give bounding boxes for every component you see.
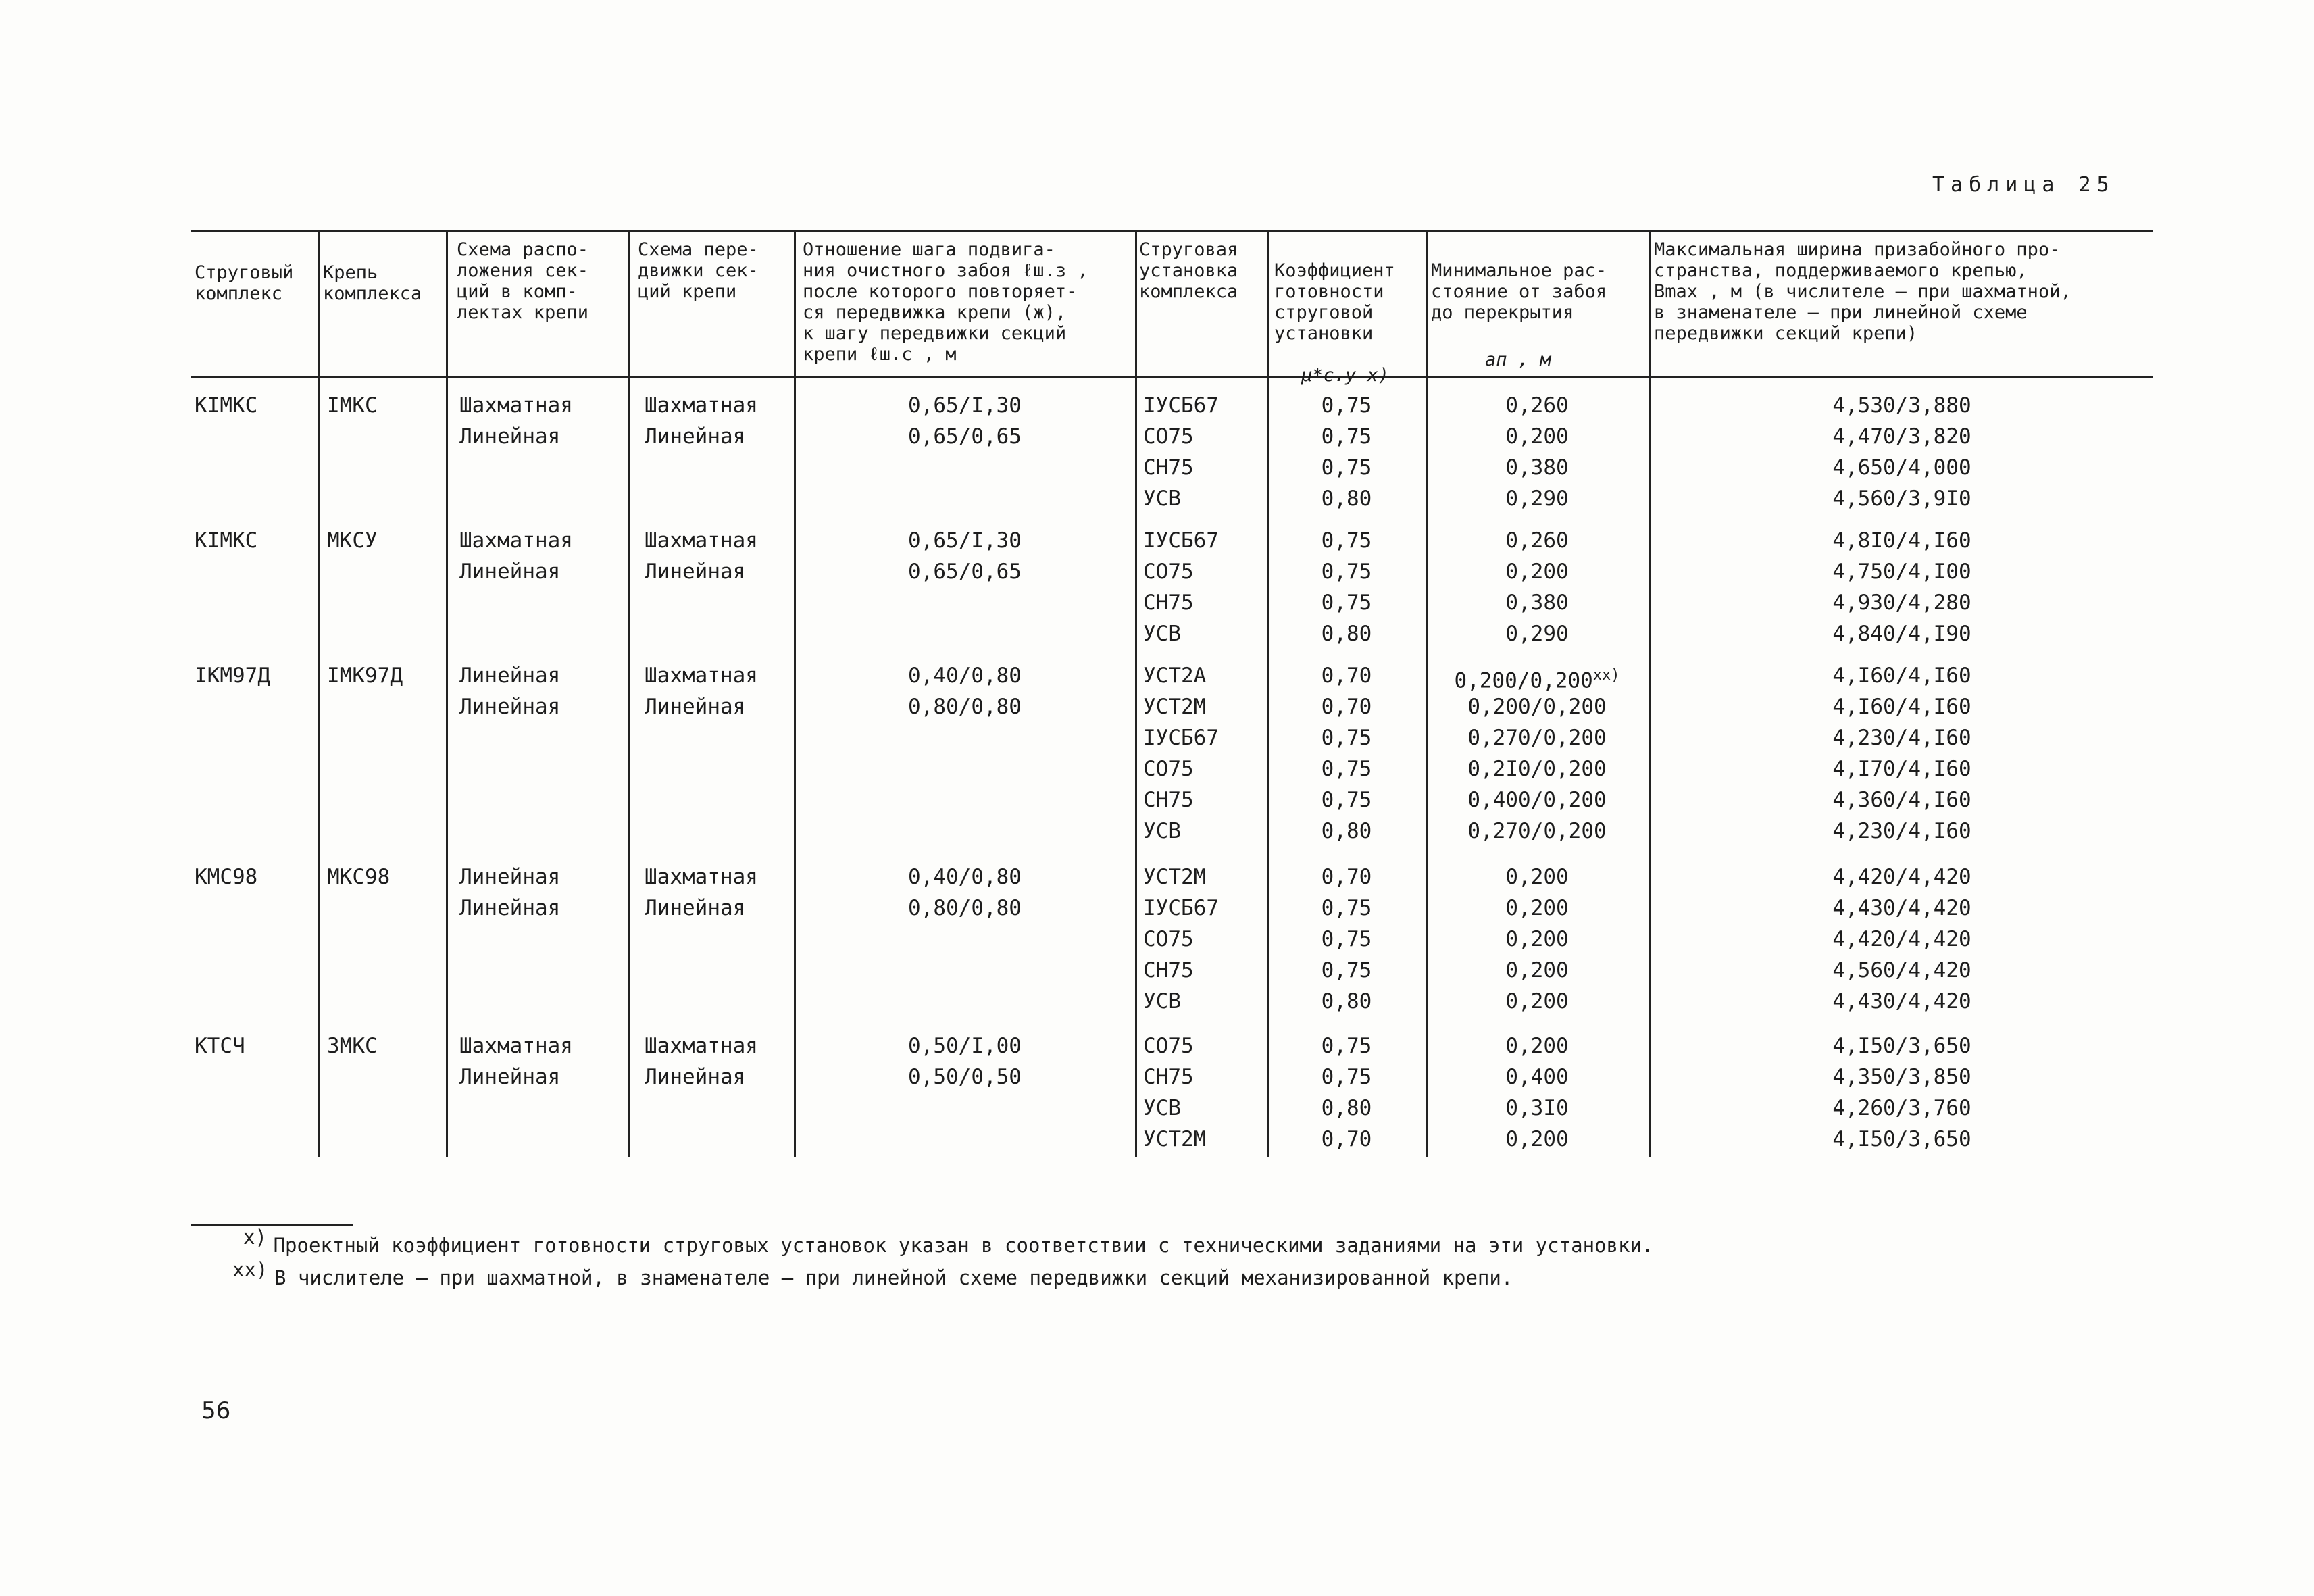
cell-distance-value: 0,270/0,200 [1467,726,1607,750]
cell-plow [1143,787,1265,814]
cell-distance [1429,926,1645,953]
cell-plow [1143,589,1265,616]
cell-coefficient-value: 0,75 [1321,757,1372,781]
header-bottom-rule [191,376,2153,378]
cell-layout [459,693,626,720]
cell-coefficient [1270,1126,1423,1153]
cell-ratio-value: 0,40/0,80 [908,865,1022,889]
cell-distance-value: 0,200/0,200 [1467,695,1607,719]
cell-move [645,864,792,891]
cell-coefficient [1270,454,1423,481]
cell-coefficient-value: 0,80 [1321,819,1372,843]
cell-distance-value: 0,380 [1505,455,1569,480]
col-divider [1135,231,1137,1157]
cell-plow-value: IУСБ67 [1143,726,1219,750]
cell-distance-value: 0,200 [1505,1034,1569,1058]
footnote-2 [232,1258,1513,1289]
cell-move [645,662,792,689]
cell-coefficient [1270,1032,1423,1059]
cell-layout [459,1064,626,1091]
cell-layout-value: Линейная [459,865,561,889]
cell-width-value: 4,650/4,000 [1832,455,1971,480]
cell-plow-value: УСВ [1143,622,1181,646]
cell-ratio [797,392,1132,419]
cell-coefficient [1270,864,1423,891]
cell-complex [195,662,316,689]
cell-coefficient-value: 0,75 [1321,559,1372,584]
cell-ratio [797,895,1132,922]
cell-width-value: 4,420/4,420 [1832,927,1971,951]
cell-ratio [797,662,1132,689]
cell-plow [1143,1064,1265,1091]
cell-plow [1143,926,1265,953]
cell-coefficient [1270,957,1423,984]
cell-coefficient [1270,787,1423,814]
cell-distance-value: 0,260 [1505,528,1569,553]
col-divider [794,231,796,1157]
col-divider [318,231,320,1157]
cell-support [327,1032,442,1059]
cell-coefficient [1270,755,1423,782]
cell-move-value: Линейная [645,1065,746,1089]
footnote-rule [191,1224,353,1226]
cell-ratio [797,693,1132,720]
cell-width-value: 4,530/3,880 [1832,393,1971,418]
header-coefficient-symbol: μ*с.у x) [1301,365,1390,386]
cell-distance-value: 0,200 [1505,559,1569,584]
cell-distance [1429,454,1645,481]
cell-plow-value: СО75 [1143,927,1194,951]
col-divider [1649,231,1651,1157]
cell-move-value: Линейная [645,695,746,719]
cell-plow [1143,454,1265,481]
cell-distance [1429,423,1645,450]
cell-width [1652,620,2152,647]
cell-ratio [797,1064,1132,1091]
cell-layout-value: Шахматная [459,1034,573,1058]
cell-distance [1429,392,1645,419]
cell-distance [1429,693,1645,720]
cell-support [327,864,442,891]
header-ratio: Отношение шага подвига- ния очистного забоя ℓш.з , после которого повторяет- ся передвижка крепи (ж), к шагу передвижки секций крепи ℓш.с , м [803,239,1088,365]
cell-layout-value: Шахматная [459,393,573,418]
cell-width-value: 4,I50/3,650 [1832,1127,1971,1151]
cell-layout-value: Линейная [459,664,561,688]
cell-plow-value: УСТ2М [1143,1127,1207,1151]
cell-width [1652,693,2152,720]
cell-plow [1143,755,1265,782]
header-coefficient [1274,239,1424,407]
cell-distance [1429,589,1645,616]
cell-coefficient [1270,724,1423,751]
cell-width [1652,558,2152,585]
cell-layout-value: Линейная [459,1065,561,1089]
footnote-2-text: В числителе – при шахматной, в знаменателе – при линейной схеме передвижки секций механизированной крепи. [274,1266,1513,1289]
cell-width [1652,724,2152,751]
cell-coefficient-value: 0,70 [1321,865,1372,889]
cell-width-value: 4,360/4,I60 [1832,788,1971,812]
cell-distance-value: 0,200 [1505,896,1569,920]
cell-distance-value: 0,200 [1505,989,1569,1014]
cell-layout [459,1032,626,1059]
footnote-2-mark: xx) [232,1258,268,1281]
cell-support-value: МКСУ [327,528,378,553]
cell-layout [459,392,626,419]
cell-distance-value: 0,380 [1505,591,1569,615]
cell-coefficient [1270,818,1423,845]
cell-plow [1143,864,1265,891]
cell-coefficient-value: 0,70 [1321,664,1372,688]
cell-width-value: 4,I60/4,I60 [1832,695,1971,719]
cell-coefficient [1270,1064,1423,1091]
cell-plow [1143,662,1265,689]
cell-support [327,662,442,689]
cell-coefficient [1270,620,1423,647]
col-divider [1426,231,1428,1157]
cell-move [645,423,792,450]
cell-coefficient [1270,988,1423,1015]
cell-width-value: 4,470/3,820 [1832,424,1971,449]
header-plow: Струговая установка комплекса [1139,239,1238,302]
cell-plow-value: СН75 [1143,591,1194,615]
cell-complex [195,392,316,419]
cell-width [1652,957,2152,984]
cell-support-value: ЗМКС [327,1034,378,1058]
cell-ratio [797,864,1132,891]
header-complex: Струговый комплекс [195,262,294,304]
cell-distance-value: 0,200 [1505,865,1569,889]
cell-width [1652,392,2152,419]
cell-move [645,392,792,419]
cell-coefficient-value: 0,75 [1321,1065,1372,1089]
cell-ratio-value: 0,80/0,80 [908,695,1022,719]
header-width: Максимальная ширина призабойного про- странства, поддерживаемого крепью, Bmax , м (в числителе – при шахматной, в знаменателе – при линейной схеме передвижки секций крепи) [1654,239,2071,344]
cell-move [645,558,792,585]
cell-distance-value: 0,270/0,200 [1467,819,1607,843]
cell-layout [459,895,626,922]
cell-ratio [797,558,1132,585]
cell-move-value: Шахматная [645,528,758,553]
header-distance-text: Минимальное рас- стояние от забоя до перекрытия [1431,260,1607,323]
cell-ratio-value: 0,50/0,50 [908,1065,1022,1089]
cell-width [1652,1095,2152,1122]
cell-coefficient-value: 0,75 [1321,927,1372,951]
cell-width [1652,864,2152,891]
cell-width [1652,787,2152,814]
cell-width [1652,454,2152,481]
cell-move-value: Линейная [645,896,746,920]
cell-width [1652,423,2152,450]
cell-move-value: Шахматная [645,664,758,688]
cell-plow [1143,693,1265,720]
cell-width [1652,1126,2152,1153]
cell-plow [1143,818,1265,845]
cell-plow [1143,957,1265,984]
footnote-1-mark: x) [243,1226,267,1249]
cell-distance-value: 0,2I0/0,200 [1467,757,1607,781]
cell-complex-value: IКМ97Д [195,664,270,688]
cell-layout-value: Линейная [459,559,561,584]
cell-distance [1429,864,1645,891]
cell-plow-value: УСТ2А [1143,664,1207,688]
cell-move [645,895,792,922]
cell-distance-value: 0,400/0,200 [1467,788,1607,812]
cell-width-value: 4,560/3,9I0 [1832,487,1971,511]
cell-move [645,1064,792,1091]
header-distance [1431,239,1647,391]
cell-coefficient [1270,693,1423,720]
cell-plow-value: СН75 [1143,788,1194,812]
cell-width-value: 4,840/4,I90 [1832,622,1971,646]
cell-width-value: 4,8I0/4,I60 [1832,528,1971,553]
cell-plow [1143,988,1265,1015]
cell-plow-value: СО75 [1143,757,1194,781]
cell-coefficient [1270,423,1423,450]
cell-layout [459,423,626,450]
cell-coefficient [1270,392,1423,419]
cell-plow [1143,485,1265,512]
cell-width-value: 4,I60/4,I60 [1832,664,1971,688]
cell-distance [1429,988,1645,1015]
cell-plow [1143,558,1265,585]
cell-move-value: Шахматная [645,1034,758,1058]
cell-move-value: Шахматная [645,865,758,889]
col-divider [628,231,630,1157]
cell-plow-value: СО75 [1143,559,1194,584]
cell-support-value: IМКС [327,393,378,418]
cell-coefficient-value: 0,75 [1321,1034,1372,1058]
cell-plow-value: УСВ [1143,989,1181,1014]
cell-plow-value: IУСБ67 [1143,528,1219,553]
cell-coefficient-value: 0,75 [1321,726,1372,750]
cell-width [1652,527,2152,554]
cell-move [645,1032,792,1059]
cell-coefficient-value: 0,70 [1321,1127,1372,1151]
cell-width [1652,1064,2152,1091]
cell-distance-value: 0,200 [1505,958,1569,982]
cell-width-value: 4,230/4,I60 [1832,819,1971,843]
cell-complex [195,1032,316,1059]
cell-distance-value: 0,200 [1505,927,1569,951]
cell-plow-value: СН75 [1143,455,1194,480]
cell-distance-value: 0,3I0 [1505,1096,1569,1120]
cell-support-value: IМК97Д [327,664,403,688]
cell-width [1652,1032,2152,1059]
cell-distance-value: 0,400 [1505,1065,1569,1089]
cell-coefficient [1270,589,1423,616]
cell-plow [1143,1095,1265,1122]
cell-move-value: Линейная [645,424,746,449]
cell-width-value: 4,350/3,850 [1832,1065,1971,1089]
cell-move-value: Линейная [645,559,746,584]
cell-plow-value: СН75 [1143,1065,1194,1089]
cell-coefficient [1270,926,1423,953]
cell-distance [1429,1032,1645,1059]
cell-distance [1429,895,1645,922]
cell-coefficient-value: 0,80 [1321,989,1372,1014]
cell-width [1652,755,2152,782]
cell-distance [1429,558,1645,585]
cell-ratio-value: 0,65/I,30 [908,528,1022,553]
cell-width-value: 4,I50/3,650 [1832,1034,1971,1058]
cell-distance [1429,724,1645,751]
cell-coefficient-value: 0,80 [1321,487,1372,511]
cell-coefficient-value: 0,80 [1321,1096,1372,1120]
cell-distance [1429,755,1645,782]
cell-width-value: 4,420/4,420 [1832,865,1971,889]
cell-distance-value: 0,200 [1505,1127,1569,1151]
cell-distance [1429,620,1645,647]
cell-move-value: Шахматная [645,393,758,418]
col-divider [446,231,448,1157]
cell-distance-value: 0,290 [1505,622,1569,646]
cell-layout [459,558,626,585]
cell-plow-value: СО75 [1143,1034,1194,1058]
footnote-1-text: Проектный коэффициент готовности струговых установок указан в соответствии с техническими заданиями на эти установки. [273,1234,1654,1257]
header-coefficient-text: Коэффициент готовности струговой установки [1274,260,1395,344]
cell-plow [1143,423,1265,450]
header-distance-symbol: aп , м [1485,349,1551,370]
cell-plow-value: УСТ2М [1143,865,1207,889]
cell-coefficient-value: 0,75 [1321,591,1372,615]
cell-plow [1143,392,1265,419]
cell-ratio-value: 0,40/0,80 [908,664,1022,688]
header-layout: Схема распо- ложения сек- ций в комп- лектах крепи [457,239,589,323]
cell-coefficient-value: 0,75 [1321,528,1372,553]
cell-width [1652,988,2152,1015]
cell-ratio-value: 0,65/0,65 [908,424,1022,449]
cell-plow [1143,527,1265,554]
page-number: 56 [201,1397,231,1424]
cell-ratio [797,527,1132,554]
cell-plow [1143,1032,1265,1059]
cell-width [1652,485,2152,512]
cell-plow-value: СН75 [1143,958,1194,982]
cell-complex [195,527,316,554]
cell-move [645,693,792,720]
cell-plow-value: УСТ2М [1143,695,1207,719]
cell-coefficient [1270,558,1423,585]
cell-complex-value: КМС98 [195,865,258,889]
cell-distance [1429,485,1645,512]
cell-layout [459,864,626,891]
cell-complex [195,864,316,891]
cell-width [1652,589,2152,616]
cell-plow [1143,620,1265,647]
cell-width-value: 4,I70/4,I60 [1832,757,1971,781]
cell-plow-value: УСВ [1143,1096,1181,1120]
header-support: Крепь комплекса [323,262,422,304]
cell-support [327,527,442,554]
cell-width-value: 4,430/4,420 [1832,896,1971,920]
cell-distance [1429,1064,1645,1091]
cell-plow [1143,1126,1265,1153]
cell-coefficient [1270,485,1423,512]
cell-ratio-value: 0,65/0,65 [908,559,1022,584]
table-top-rule [191,230,2153,232]
cell-distance [1429,527,1645,554]
cell-ratio-value: 0,65/I,30 [908,393,1022,418]
cell-distance [1429,1095,1645,1122]
cell-coefficient-value: 0,75 [1321,424,1372,449]
cell-coefficient-value: 0,70 [1321,695,1372,719]
cell-plow-value: УСВ [1143,819,1181,843]
cell-coefficient-value: 0,75 [1321,788,1372,812]
cell-complex-value: КIМКС [195,528,258,553]
cell-coefficient-value: 0,75 [1321,896,1372,920]
cell-distance-value: 0,200 [1505,424,1569,449]
cell-layout-value: Линейная [459,424,561,449]
cell-layout [459,662,626,689]
cell-coefficient-value: 0,75 [1321,958,1372,982]
cell-distance-value: 0,260 [1505,393,1569,418]
footnote-ref: xx) [1592,667,1620,684]
cell-width [1652,926,2152,953]
cell-layout-value: Линейная [459,695,561,719]
cell-width-value: 4,430/4,420 [1832,989,1971,1014]
table-title: Таблица 25 [1932,173,2115,197]
cell-ratio [797,1032,1132,1059]
cell-support-value: МКС98 [327,865,391,889]
cell-width-value: 4,930/4,280 [1832,591,1971,615]
cell-layout [459,527,626,554]
cell-complex-value: КIМКС [195,393,258,418]
cell-width [1652,895,2152,922]
cell-layout-value: Линейная [459,896,561,920]
cell-coefficient [1270,895,1423,922]
cell-coefficient-value: 0,75 [1321,393,1372,418]
cell-plow-value: УСВ [1143,487,1181,511]
cell-plow [1143,724,1265,751]
cell-distance [1429,1126,1645,1153]
footnote-1 [243,1226,1654,1257]
cell-distance-value: 0,290 [1505,487,1569,511]
cell-coefficient-value: 0,80 [1321,622,1372,646]
cell-distance [1429,787,1645,814]
cell-move [645,527,792,554]
cell-width [1652,662,2152,689]
cell-distance [1429,818,1645,845]
cell-width [1652,818,2152,845]
cell-layout-value: Шахматная [459,528,573,553]
cell-ratio-value: 0,80/0,80 [908,896,1022,920]
cell-distance [1429,662,1645,693]
cell-ratio [797,423,1132,450]
cell-distance-value: 0,200/0,200 [1454,668,1593,693]
cell-complex-value: КТСЧ [195,1034,245,1058]
cell-coefficient [1270,527,1423,554]
cell-plow-value: IУСБ67 [1143,393,1219,418]
cell-width-value: 4,230/4,I60 [1832,726,1971,750]
cell-width-value: 4,260/3,760 [1832,1096,1971,1120]
cell-width-value: 4,560/4,420 [1832,958,1971,982]
header-move: Схема пере- движки сек- ций крепи [638,239,759,302]
col-divider [1267,231,1269,1157]
cell-plow-value: IУСБ67 [1143,896,1219,920]
cell-ratio-value: 0,50/I,00 [908,1034,1022,1058]
cell-coefficient [1270,1095,1423,1122]
cell-coefficient [1270,662,1423,689]
cell-width-value: 4,750/4,I00 [1832,559,1971,584]
cell-coefficient-value: 0,75 [1321,455,1372,480]
cell-plow [1143,895,1265,922]
cell-distance [1429,957,1645,984]
cell-plow-value: СО75 [1143,424,1194,449]
cell-support [327,392,442,419]
